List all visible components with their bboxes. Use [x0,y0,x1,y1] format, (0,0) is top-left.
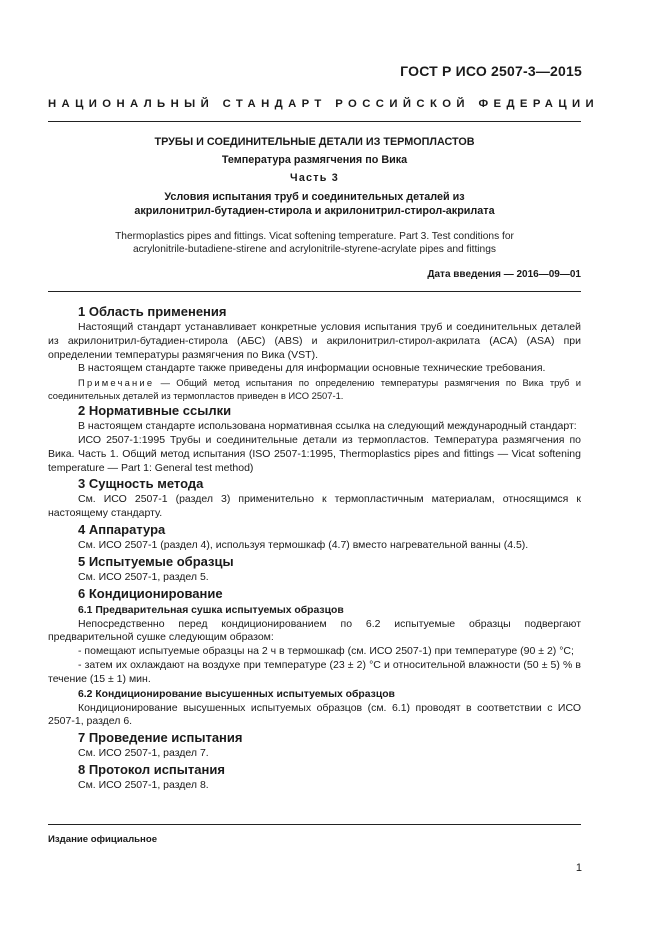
section-7-heading: 7 Проведение испытания [78,730,243,746]
national-standard-heading: НАЦИОНАЛЬНЫЙ СТАНДАРТ РОССИЙСКОЙ ФЕДЕРАЦИИ [48,98,600,110]
part-title: Часть 3 [290,172,339,184]
subsection-6-1-paragraph-1: Непосредственно перед кондиционированием по 6.2 испытуемые образцы подвергают предварительной сушке следующим образом: [48,617,581,644]
section-1-note [48,376,581,402]
conditions-title [48,190,581,218]
official-edition-label: Издание официальное [48,834,158,845]
note-text: — Общий метод испытания по определению температуры размягчения по Вика труб и соединительных деталей из термопластов приведен в ИСО 2507-1. [48,377,581,402]
subsection-6-1-item-1: - помещают испытуемые образцы на 2 ч в термошкаф (см. ИСО 2507-1) при температуре (90 ± 2) °С; [78,645,574,658]
section-5-heading: 5 Испытуемые образцы [78,553,234,569]
title-block [48,135,581,256]
conditions-title-line-2: акрилонитрил-бутадиен-стирола и акрилонитрил-стирол-акрилата [134,205,495,217]
date-divider [48,291,581,292]
section-1-paragraph-2: В настоящем стандарте также приведены для информации основные технические требования. [78,362,546,375]
subsection-6-1-item-2: - затем их охлаждают на воздухе при температуре (23 ± 2) °С и относительной влажности (50 ± 5) % в течение (15 ± 1) мин. [48,658,581,685]
section-2-paragraph-2: ИСО 2507-1:1995 Трубы и соединительные детали из термопластов. Температура размягчения по Вика. Часть 1. Общий метод испытания (ISO 2507-1:1995, Thermoplastics pipes and fittings — Vicat softening temperature — Part 1: General test method) [48,433,581,474]
section-3-heading: 3 Сущность метода [78,476,204,492]
top-divider [48,121,581,122]
footer-divider [48,824,581,825]
section-2-paragraph-1: В настоящем стандарте использована нормативная ссылка на следующий международный стандарт: [78,420,577,433]
section-8-paragraph-1: См. ИСО 2507-1, раздел 8. [78,778,209,791]
english-title [48,230,581,256]
section-1-paragraph-1: Настоящий стандарт устанавливает конкретные условия испытания труб и соединительных деталей из акрилонитрил-бутадиен-стирола (АБС) (ABS) и акрилонитрил-стирол-акрилата (АСА) (ASA) при определении температуры размягчения по Вика (VST). [48,321,581,361]
subsection-6-2-heading: 6.2 Кондиционирование высушенных испытуемых образцов [78,688,395,700]
section-3-paragraph-1: См. ИСО 2507-1 (раздел 3) применительно к термопластичным материалам, относящимся к настоящему стандарту. [48,493,581,520]
section-7-paragraph-1: См. ИСО 2507-1, раздел 7. [78,747,209,760]
document-body [48,303,581,793]
section-1-heading: 1 Область применения [78,304,227,319]
conditions-title-line-1: Условия испытания труб и соединительных деталей из [164,191,465,203]
section-8-heading: 8 Протокол испытания [78,761,225,777]
subtitle: Температура размягчения по Вика [221,154,408,166]
section-4-paragraph-1: См. ИСО 2507-1 (раздел 4), используя термошкаф (4.7) вместо нагревательной ванны (4.5). [78,538,529,551]
english-title-line-2: acrylonitrile-butadiene-stirene and acrylonitrile-styrene-acrylate pipes and fittings [133,244,496,255]
section-6-heading: 6 Кондиционирование [78,585,223,601]
section-4-heading: 4 Аппаратура [78,521,166,537]
english-title-line-1: Thermoplastics pipes and fittings. Vicat softening temperature. Part 3. Test conditions for [115,231,514,242]
main-title: ТРУБЫ И СОЕДИНИТЕЛЬНЫЕ ДЕТАЛИ ИЗ ТЕРМОПЛАСТОВ [154,136,475,148]
page-number: 1 [575,862,582,874]
section-2-heading: 2 Нормативные ссылки [78,403,232,419]
introduction-date: Дата введения — 2016—09—01 [427,269,581,280]
section-5-paragraph-1: См. ИСО 2507-1, раздел 5. [78,570,209,583]
note-label: Примечание [78,377,155,389]
subsection-6-2-paragraph-1: Кондиционирование высушенных испытуемых образцов (см. 6.1) проводят в соответствии с ИСО 2507-1, раздел 6. [48,701,581,728]
document-code: ГОСТ Р ИСО 2507-3—2015 [400,63,582,79]
subsection-6-1-heading: 6.1 Предварительная сушка испытуемых образцов [78,604,344,616]
